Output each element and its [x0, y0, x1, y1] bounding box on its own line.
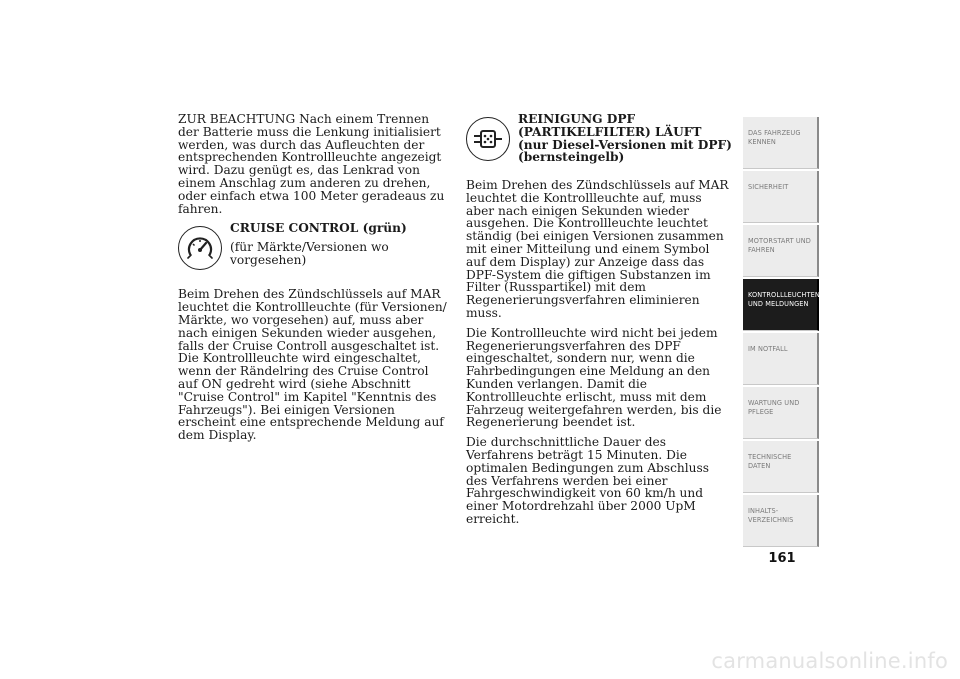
tab-im-notfall[interactable]: IM NOTFALL: [743, 333, 819, 385]
dpf-block: [466, 113, 732, 171]
chapter-tabs: [743, 117, 819, 549]
tab-kontrollleuchten-und-meldungen[interactable]: KONTROLLLEUCHTEN UND MELDUNGEN: [743, 279, 819, 331]
cruise-control-icon: [178, 226, 222, 270]
tab-sicherheit[interactable]: SICHERHEIT: [743, 171, 819, 223]
tab-wartung-und-pflege[interactable]: WARTUNG UND PFLEGE: [743, 387, 819, 439]
dpf-title: REINIGUNG DPF (PARTIKELFILTER) LÄUFT (nur Diesel-Versionen mit DPF) (bernsteingelb): [518, 112, 732, 165]
cruise-control-subtitle: (für Märkte/Versionen wo vorgesehen): [230, 240, 389, 267]
note-paragraph: ZUR BEACHTUNG Nach einem Trennen der Batterie muss die Lenkung initialisiert werden, was durch das Aufleuchten der entsprechenden Kontrollleuchte angezeigt wird. Dazu genügt es, das Lenkrad von einem Anschlag zum anderen zu drehen, oder einfach etwa 100 Meter geradeaus zu fahren.: [178, 112, 445, 216]
dpf-paragraph-3: Die durchschnittliche Dauer des Verfahrens beträgt 15 Minuten. Die optimalen Bedingungen zum Abschluss des Verfahrens werden bei einer Fahrgeschwindigkeit von 60 km/h und einer Motordrehzahl über 2000 UpM erreicht.: [466, 435, 710, 526]
tab-technische-daten[interactable]: TECHNISCHE DATEN: [743, 441, 819, 493]
watermark: carmanualsonline.info: [711, 649, 948, 673]
dpf-paragraph-2: Die Kontrollleuchte wird nicht bei jedem Regenerierungsverfahren des DPF eingeschaltet, sondern nur, wenn die Fahrbedingungen eine Meldung an den Kunden verlangen. Damit die Kontrollleuchte erlischt, muss mit dem Fahrzeug weitergefahren werden, bis die Regenerierung beendet ist.: [466, 325, 722, 430]
tab-motorstart-und-fahren[interactable]: MOTORSTART UND FAHREN: [743, 225, 819, 277]
cruise-control-paragraph: Beim Drehen des Zündschlüssels auf MAR leuchtet die Kontrollleuchte (für Versionen/ Märkte, wo vorgesehen) auf, muss aber nach einigen Sekunden wieder ausgehen, falls der Cruise Controll ausgeschaltet ist. Die Kontrollleuchte wird eingeschaltet, wenn der Rändelring des Cruise Control auf ON gedreht wird (siehe Abschnitt "Cruise Control" im Kapitel "Kenntnis des Fahrzeugs"). Bei einigen Versionen erscheint eine entsprechende Meldung auf dem Display.: [178, 287, 447, 443]
tab-inhaltsverzeichnis[interactable]: INHALTS- VERZEICHNIS: [743, 495, 819, 547]
left-column: [178, 113, 450, 449]
cruise-control-title: CRUISE CONTROL (grün): [230, 221, 407, 236]
tab-das-fahrzeug-kennen[interactable]: DAS FAHRZEUG KENNEN: [743, 117, 819, 169]
page-number: 161: [768, 551, 796, 566]
cruise-control-block: [178, 222, 450, 280]
dpf-paragraph-1: Beim Drehen des Zündschlüssels auf MAR leuchtet die Kontrollleuchte auf, muss aber nach einigen Sekunden wieder ausgehen. Die Kontrollleuchte leuchtet ständig (bei einigen Versionen zusammen mit einer Mitteilung und einem Symbol auf dem Display) zur Anzeige dass das DPF-System die giftigen Substanzen im Filter (Russpartikel) mit dem Regenerierungsverfahren eliminieren muss.: [466, 178, 729, 320]
right-column: [466, 113, 732, 533]
dpf-filter-icon: [466, 117, 510, 161]
